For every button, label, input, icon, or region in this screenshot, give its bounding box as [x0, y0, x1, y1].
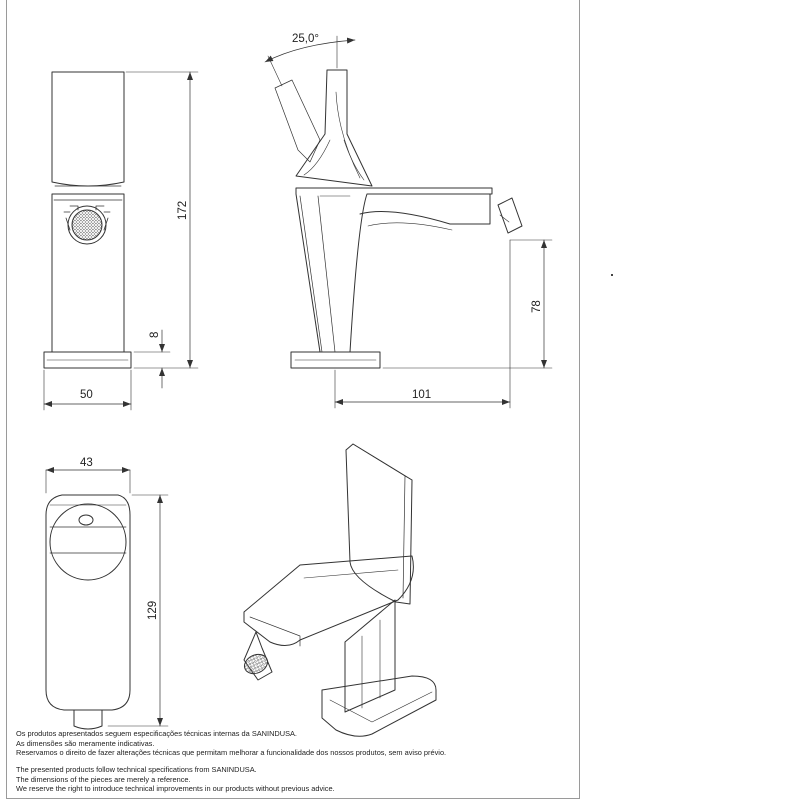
label-78: 78 [531, 300, 543, 313]
iso-body [345, 600, 395, 712]
front-view [44, 72, 198, 410]
label-101: 101 [412, 389, 432, 401]
label-8: 8 [149, 331, 161, 338]
isometric-view [241, 444, 436, 736]
side-spout [360, 194, 490, 224]
iso-nozzle [241, 632, 272, 680]
dimension-129 [108, 495, 168, 726]
iso-lever [346, 444, 412, 604]
aerator-outlet [64, 206, 110, 244]
dimension-78 [383, 240, 552, 368]
label-43: 43 [80, 457, 93, 469]
side-view [265, 36, 552, 408]
notes-portuguese [16, 729, 576, 758]
front-lever [52, 72, 124, 186]
note-pt-1: Os produtos apresentados seguem especificações técnicas internas da SANINDUSA. [16, 729, 297, 738]
iso-spout [244, 556, 413, 646]
label-50: 50 [80, 389, 93, 401]
note-en-2: The dimensions of the pieces are merely a reference. [16, 774, 191, 784]
note-en-3: We reserve the right to introduce technical improvements in our products without previous advice. [16, 784, 335, 794]
label-172: 172 [177, 200, 189, 220]
note-en-1: The presented products follow technical specifications from SANINDUSA. [16, 765, 257, 774]
side-nozzle [498, 198, 522, 233]
side-lever [296, 70, 372, 186]
dimension-101 [335, 240, 510, 408]
top-view [46, 470, 168, 729]
label-129: 129 [147, 600, 159, 620]
notes-english [16, 765, 576, 794]
iso-base [322, 676, 436, 736]
label-angle: 25,0° [292, 33, 319, 45]
side-lever-tilted [275, 80, 320, 162]
note-pt-2: As dimensões são meramente indicativas. [16, 738, 155, 748]
top-lever-hole [79, 515, 93, 525]
top-nozzle [74, 710, 102, 729]
note-pt-3: Reservamos o direito de fazer alterações técnicas que permitam melhorar a funcionalidade dos nossos produtos, sem aviso prévio. [16, 748, 447, 758]
stray-dot [611, 274, 613, 276]
dimension-43 [46, 470, 130, 493]
